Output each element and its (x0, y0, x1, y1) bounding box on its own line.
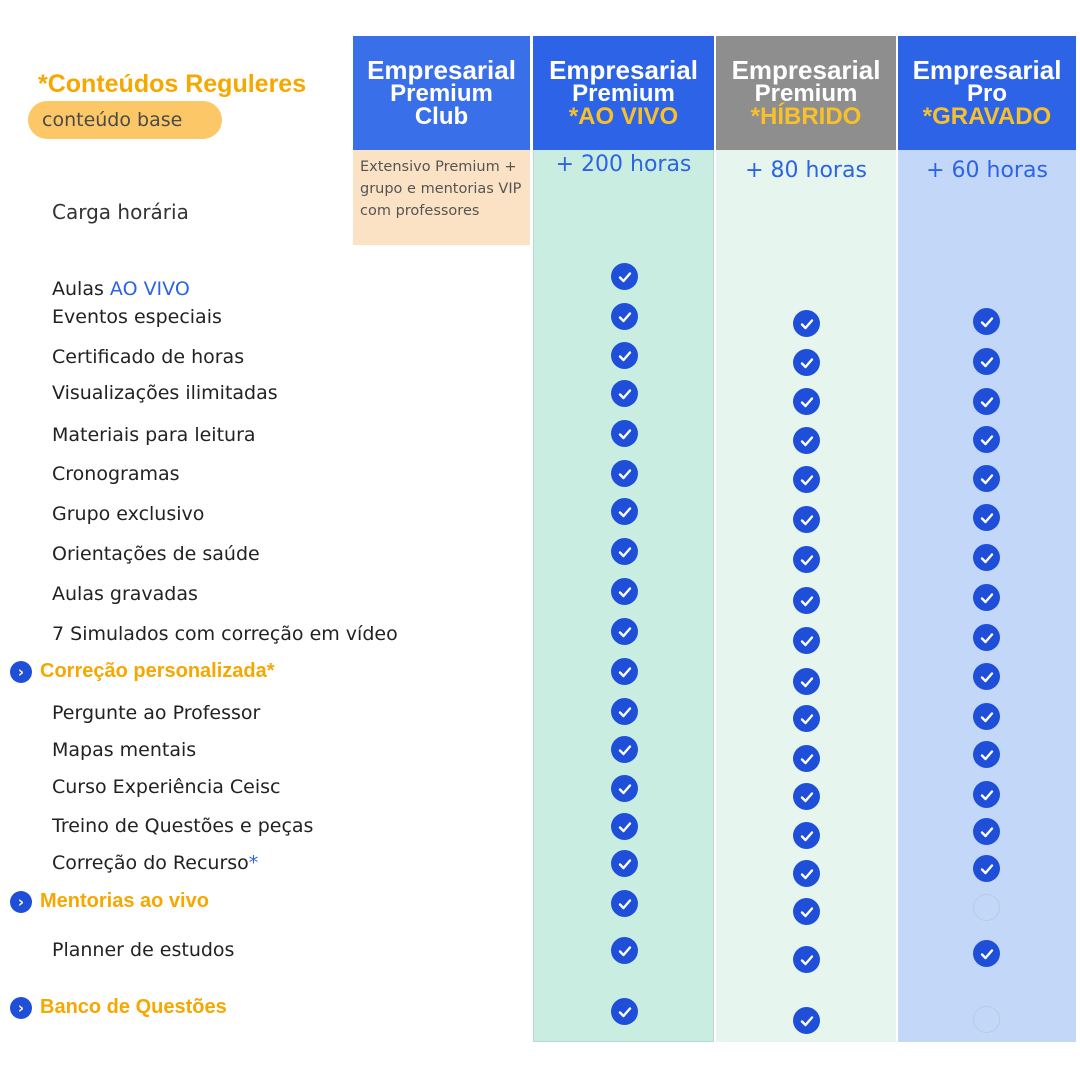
check-circle-icon (793, 349, 820, 376)
check-circle-icon (611, 263, 638, 290)
feature-row-label (52, 543, 260, 565)
check-circle-icon (793, 546, 820, 573)
feature-row-label (52, 623, 398, 645)
check-circle-icon (793, 587, 820, 614)
check-circle-icon (611, 618, 638, 645)
feature-label-accent: * (248, 852, 259, 874)
check-circle-icon (973, 504, 1000, 531)
check-circle-icon (973, 348, 1000, 375)
plan-grav-tag: *GRAVADO (922, 102, 1052, 130)
hours-ao-vivo: + 200 horas (555, 152, 692, 177)
check-circle-icon (793, 627, 820, 654)
check-circle-icon (973, 940, 1000, 967)
check-circle-icon (973, 663, 1000, 690)
club-description: Extensivo Premium + grupo e mentorias VIP com professores (360, 159, 522, 219)
feature-row-label (52, 939, 234, 961)
feature-row-label (52, 739, 196, 761)
feature-row-label[interactable] (10, 660, 275, 683)
check-circle-icon (611, 698, 638, 725)
feature-label-text: Curso Experiência Ceisc (52, 776, 281, 798)
section-title: *Conteúdos Reguleres (38, 70, 307, 98)
check-circle-icon (793, 506, 820, 533)
plan-grav-line2: Pro (966, 79, 1007, 107)
chevron-right-circle-icon[interactable]: › (10, 661, 32, 683)
feature-row-label[interactable] (10, 890, 209, 913)
empty-circle-icon (973, 1006, 1000, 1033)
feature-row-label (52, 463, 180, 485)
check-circle-icon (973, 855, 1000, 882)
feature-row-label (52, 346, 244, 368)
feature-row-label (52, 503, 204, 525)
check-circle-icon (973, 818, 1000, 845)
check-circle-icon (793, 427, 820, 454)
check-circle-icon (611, 890, 638, 917)
empty-circle-icon (973, 894, 1000, 921)
plan-club-line1: Empresarial (367, 54, 516, 85)
check-circle-icon (973, 465, 1000, 492)
feature-label-accent: AO VIVO (109, 278, 190, 300)
check-circle-icon (793, 860, 820, 887)
feature-label-text: Visualizações ilimitadas (52, 382, 278, 404)
feature-row-label (52, 815, 313, 837)
check-circle-icon (793, 466, 820, 493)
check-circle-icon (611, 498, 638, 525)
check-circle-icon (611, 578, 638, 605)
hours-gravado: + 60 horas (926, 158, 1048, 183)
plan-hib-line1: Empresarial (731, 54, 881, 85)
feature-row-label (52, 424, 256, 446)
check-circle-icon (793, 1007, 820, 1034)
check-circle-icon (611, 303, 638, 330)
feature-label-text: Mapas mentais (52, 739, 197, 761)
feature-label-text: Pergunte ao Professor (52, 702, 261, 724)
base-content-pill (28, 101, 222, 139)
check-circle-icon (611, 538, 638, 565)
check-circle-icon (973, 388, 1000, 415)
check-circle-icon (611, 342, 638, 369)
feature-label-text: 7 Simulados com correção em vídeo (52, 623, 398, 645)
check-circle-icon (611, 775, 638, 802)
check-circle-icon (611, 420, 638, 447)
check-circle-icon (793, 898, 820, 925)
feature-row-label (52, 852, 258, 874)
check-circle-icon (793, 668, 820, 695)
feature-row-label[interactable] (10, 996, 227, 1019)
feature-label-text: Aulas (52, 278, 110, 300)
check-circle-icon (611, 380, 638, 407)
carga-horaria-label: Carga horária (52, 200, 189, 224)
feature-row-label (52, 702, 260, 724)
plan-header-ao-vivo[interactable] (533, 36, 714, 150)
check-circle-icon (611, 460, 638, 487)
check-circle-icon (793, 388, 820, 415)
check-circle-icon (611, 813, 638, 840)
check-circle-icon (793, 822, 820, 849)
check-circle-icon (611, 850, 638, 877)
plan-grav-line1: Empresarial (912, 54, 1062, 85)
check-circle-icon (973, 703, 1000, 730)
feature-label-text: Correção do Recurso (52, 852, 249, 874)
hours-hibrido: + 80 horas (745, 158, 867, 183)
chevron-right-circle-icon[interactable]: › (10, 891, 32, 913)
plan-header-club[interactable] (353, 36, 530, 150)
plan-vivo-line1: Empresarial (549, 54, 698, 85)
feature-row-label (52, 776, 281, 798)
feature-label-text: Mentorias ao vivo (40, 890, 209, 912)
feature-row-label (52, 278, 190, 300)
check-circle-icon (973, 584, 1000, 611)
plan-hib-tag: *HÍBRIDO (750, 102, 862, 130)
feature-label-text: Planner de estudos (52, 939, 235, 961)
feature-label-text: Treino de Questões e peças (52, 815, 314, 837)
check-circle-icon (973, 308, 1000, 335)
chevron-right-circle-icon[interactable]: › (10, 997, 32, 1019)
feature-label-text: Cronogramas (52, 463, 180, 485)
check-circle-icon (793, 705, 820, 732)
plan-club-line2: Premium (390, 79, 493, 107)
plan-vivo-tag: *AO VIVO (568, 102, 679, 130)
check-circle-icon (793, 783, 820, 810)
check-circle-icon (973, 544, 1000, 571)
feature-label-text: Materiais para leitura (52, 424, 256, 446)
plan-club-line3: Club (414, 102, 469, 130)
check-circle-icon (973, 426, 1000, 453)
feature-label-text: Orientações de saúde (52, 543, 260, 565)
check-circle-icon (793, 946, 820, 973)
check-circle-icon (973, 781, 1000, 808)
plan-vivo-line2: Premium (572, 79, 675, 107)
plan-header-gravado[interactable] (898, 36, 1076, 150)
check-circle-icon (793, 745, 820, 772)
check-circle-icon (973, 741, 1000, 768)
check-circle-icon (611, 998, 638, 1025)
feature-row-label (52, 583, 198, 605)
feature-label-text: Grupo exclusivo (52, 503, 205, 525)
feature-label-text: Certificado de horas (52, 346, 245, 368)
base-content-label: conteúdo base (42, 109, 183, 131)
plan-header-hibrido[interactable] (716, 36, 896, 150)
plan-hib-line2: Premium (754, 79, 858, 107)
check-circle-icon (793, 310, 820, 337)
feature-label-text: Aulas gravadas (52, 583, 198, 605)
feature-row-label (52, 382, 278, 404)
feature-label-text: Banco de Questões (40, 996, 227, 1018)
check-circle-icon (973, 624, 1000, 651)
check-circle-icon (611, 736, 638, 763)
feature-label-text: Correção personalizada* (40, 660, 275, 682)
check-circle-icon (611, 937, 638, 964)
feature-label-text: Eventos especiais (52, 306, 222, 328)
check-circle-icon (611, 658, 638, 685)
feature-row-label (52, 306, 222, 328)
